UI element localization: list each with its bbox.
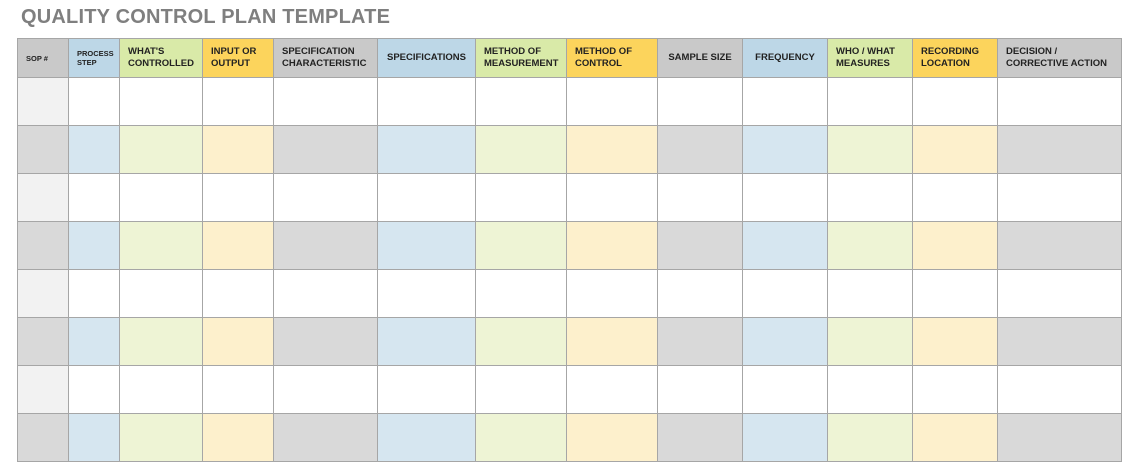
cell-sample-size[interactable] (658, 366, 743, 414)
cell-specification-characteristic[interactable] (274, 78, 378, 126)
cell-who-what-measures[interactable] (828, 78, 913, 126)
cell-frequency[interactable] (743, 414, 828, 462)
cell-process-step[interactable] (69, 126, 120, 174)
cell-input-or-output[interactable] (203, 414, 274, 462)
column-header-method-of-measurement[interactable]: METHOD OF MEASUREMENT (476, 39, 567, 78)
cell-recording-location[interactable] (913, 270, 998, 318)
cell-recording-location[interactable] (913, 366, 998, 414)
cell-method-of-measurement[interactable] (476, 174, 567, 222)
cell-process-step[interactable] (69, 318, 120, 366)
cell-recording-location[interactable] (913, 78, 998, 126)
column-header-sample-size[interactable]: SAMPLE SIZE (658, 39, 743, 78)
cell-whats-controlled[interactable] (120, 414, 203, 462)
cell-specification-characteristic[interactable] (274, 270, 378, 318)
column-header-whats-controlled[interactable]: WHAT'S CONTROLLED (120, 39, 203, 78)
cell-specifications[interactable] (378, 222, 476, 270)
cell-specifications[interactable] (378, 366, 476, 414)
cell-frequency[interactable] (743, 318, 828, 366)
cell-recording-location[interactable] (913, 318, 998, 366)
cell-sample-size[interactable] (658, 270, 743, 318)
column-header-recording-location[interactable]: RECORDING LOCATION (913, 39, 998, 78)
cell-frequency[interactable] (743, 270, 828, 318)
column-header-sop[interactable]: SOP # (18, 39, 69, 78)
cell-frequency[interactable] (743, 366, 828, 414)
cell-method-of-control[interactable] (567, 126, 658, 174)
cell-specifications[interactable] (378, 78, 476, 126)
cell-method-of-control[interactable] (567, 222, 658, 270)
cell-sop[interactable] (18, 126, 69, 174)
cell-method-of-measurement[interactable] (476, 126, 567, 174)
table-row (18, 174, 1122, 222)
cell-process-step[interactable] (69, 222, 120, 270)
cell-input-or-output[interactable] (203, 174, 274, 222)
cell-specification-characteristic[interactable] (274, 126, 378, 174)
cell-method-of-control[interactable] (567, 414, 658, 462)
column-header-decision-corrective-action[interactable]: DECISION / CORRECTIVE ACTION (998, 39, 1122, 78)
cell-sample-size[interactable] (658, 78, 743, 126)
cell-process-step[interactable] (69, 174, 120, 222)
cell-method-of-measurement[interactable] (476, 366, 567, 414)
cell-specification-characteristic[interactable] (274, 366, 378, 414)
cell-frequency[interactable] (743, 126, 828, 174)
cell-specifications[interactable] (378, 318, 476, 366)
cell-whats-controlled[interactable] (120, 174, 203, 222)
cell-input-or-output[interactable] (203, 78, 274, 126)
cell-input-or-output[interactable] (203, 366, 274, 414)
quality-control-plan-table (17, 38, 1122, 462)
table-row (18, 78, 1122, 126)
cell-recording-location[interactable] (913, 126, 998, 174)
cell-decision-corrective-action[interactable] (998, 222, 1122, 270)
cell-specification-characteristic[interactable] (274, 222, 378, 270)
table-row (18, 270, 1122, 318)
cell-method-of-control[interactable] (567, 78, 658, 126)
table-row (18, 414, 1122, 462)
cell-whats-controlled[interactable] (120, 318, 203, 366)
cell-method-of-measurement[interactable] (476, 318, 567, 366)
column-header-specification-characteristic[interactable]: SPECIFICATION CHARACTERISTIC (274, 39, 378, 78)
cell-who-what-measures[interactable] (828, 366, 913, 414)
table-body (18, 78, 1122, 462)
table-row (18, 366, 1122, 414)
table-row (18, 126, 1122, 174)
cell-sop[interactable] (18, 366, 69, 414)
cell-specifications[interactable] (378, 174, 476, 222)
cell-who-what-measures[interactable] (828, 126, 913, 174)
cell-sop[interactable] (18, 270, 69, 318)
cell-whats-controlled[interactable] (120, 366, 203, 414)
cell-input-or-output[interactable] (203, 222, 274, 270)
cell-specifications[interactable] (378, 126, 476, 174)
cell-decision-corrective-action[interactable] (998, 174, 1122, 222)
cell-process-step[interactable] (69, 366, 120, 414)
cell-process-step[interactable] (69, 414, 120, 462)
cell-recording-location[interactable] (913, 414, 998, 462)
cell-who-what-measures[interactable] (828, 414, 913, 462)
cell-sample-size[interactable] (658, 222, 743, 270)
cell-method-of-control[interactable] (567, 318, 658, 366)
cell-frequency[interactable] (743, 222, 828, 270)
cell-sop[interactable] (18, 78, 69, 126)
cell-specifications[interactable] (378, 414, 476, 462)
table-row (18, 318, 1122, 366)
cell-input-or-output[interactable] (203, 318, 274, 366)
cell-sop[interactable] (18, 222, 69, 270)
column-header-specifications[interactable]: SPECIFICATIONS (378, 39, 476, 78)
page-title: QUALITY CONTROL PLAN TEMPLATE (21, 6, 391, 28)
cell-method-of-control[interactable] (567, 366, 658, 414)
cell-frequency[interactable] (743, 174, 828, 222)
cell-sop[interactable] (18, 174, 69, 222)
cell-sop[interactable] (18, 318, 69, 366)
cell-whats-controlled[interactable] (120, 78, 203, 126)
table-row (18, 222, 1122, 270)
cell-decision-corrective-action[interactable] (998, 366, 1122, 414)
column-header-input-or-output[interactable]: INPUT OR OUTPUT (203, 39, 274, 78)
cell-sample-size[interactable] (658, 414, 743, 462)
cell-input-or-output[interactable] (203, 126, 274, 174)
cell-method-of-measurement[interactable] (476, 222, 567, 270)
cell-decision-corrective-action[interactable] (998, 318, 1122, 366)
cell-method-of-measurement[interactable] (476, 270, 567, 318)
cell-process-step[interactable] (69, 270, 120, 318)
cell-specification-characteristic[interactable] (274, 318, 378, 366)
cell-process-step[interactable] (69, 78, 120, 126)
cell-frequency[interactable] (743, 78, 828, 126)
cell-whats-controlled[interactable] (120, 270, 203, 318)
column-header-method-of-control[interactable]: METHOD OF CONTROL (567, 39, 658, 78)
cell-whats-controlled[interactable] (120, 222, 203, 270)
cell-specification-characteristic[interactable] (274, 414, 378, 462)
cell-specifications[interactable] (378, 270, 476, 318)
cell-who-what-measures[interactable] (828, 318, 913, 366)
cell-method-of-measurement[interactable] (476, 414, 567, 462)
cell-decision-corrective-action[interactable] (998, 126, 1122, 174)
cell-decision-corrective-action[interactable] (998, 270, 1122, 318)
cell-sample-size[interactable] (658, 126, 743, 174)
cell-method-of-control[interactable] (567, 174, 658, 222)
cell-input-or-output[interactable] (203, 270, 274, 318)
cell-sample-size[interactable] (658, 174, 743, 222)
cell-sample-size[interactable] (658, 318, 743, 366)
column-header-frequency[interactable]: FREQUENCY (743, 39, 828, 78)
cell-who-what-measures[interactable] (828, 270, 913, 318)
header-row (18, 39, 1122, 78)
cell-method-of-measurement[interactable] (476, 78, 567, 126)
cell-decision-corrective-action[interactable] (998, 78, 1122, 126)
cell-method-of-control[interactable] (567, 270, 658, 318)
cell-recording-location[interactable] (913, 222, 998, 270)
cell-who-what-measures[interactable] (828, 174, 913, 222)
cell-decision-corrective-action[interactable] (998, 414, 1122, 462)
cell-whats-controlled[interactable] (120, 126, 203, 174)
cell-who-what-measures[interactable] (828, 222, 913, 270)
column-header-process-step[interactable]: PROCESS STEP (69, 39, 120, 78)
column-header-who-what-measures[interactable]: WHO / WHAT MEASURES (828, 39, 913, 78)
cell-recording-location[interactable] (913, 174, 998, 222)
cell-sop[interactable] (18, 414, 69, 462)
cell-specification-characteristic[interactable] (274, 174, 378, 222)
